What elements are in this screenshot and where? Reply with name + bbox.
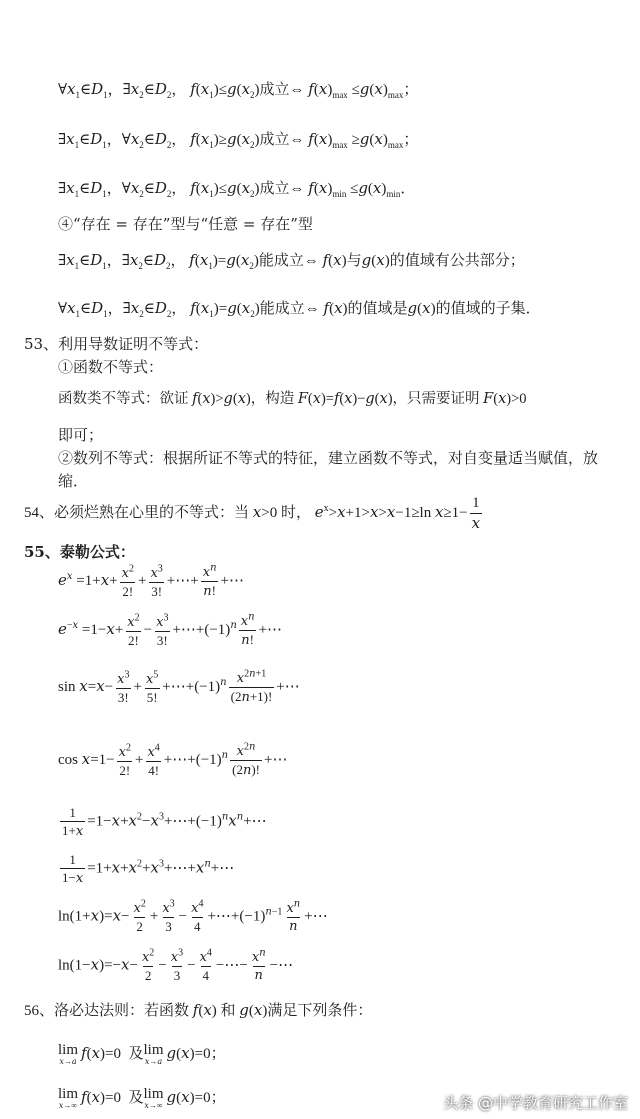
lhopital-condition-inf: lim x→∞ f(x)=0 及 lim x→∞ g(x)=0； [58, 1086, 226, 1111]
taylor-geometric-minus: $\frac{1}{1-x}$ $=1+x+x^2+x^3+\cdots+x^n+\cdots$ [62, 852, 235, 886]
watermark: 头条 @中学教育研究工作室 [443, 1094, 628, 1112]
taylor-geometric-plus: $\frac{1}{1+x}$ $=1-x+x^2-x^3+\cdots+(-1)^nx^n+\cdots$ [62, 805, 267, 839]
item-function-inequality: ①函数不等式： [58, 358, 164, 376]
rule-line-1: $\forall x_1\in D_1$，$\exists x_2\in D_2$， $f(x_1)\le g(x_2)$成立⇔ $f(x)_{max} \le g(x)_{max}$； [58, 80, 419, 100]
rule-line-2: $\exists x_1\in D_1$，$\forall x_2\in D_2$， $f(x_1)\ge g(x_2)$成立⇔ $f(x)_{max} \ge g(x)_{max}$； [58, 130, 419, 150]
section-56-title: 56、洛必达法则：若函数 f(x) 和 g(x)满足下列条件： [24, 1001, 373, 1019]
subheading-exist-exist: ④“存在 = 存在”型与“任意 = 存在”型 [58, 215, 313, 233]
taylor-exp-neg: $e^{-x} =1-x+$ $\frac{x^2}{2!}$ − $\frac{x^3}{3!}$ $+\cdots+(-1)^n$ $\frac{x^n}{n!}$ +⋯ [58, 611, 283, 648]
section-53-title: 53、利用导数证明不等式： [24, 335, 209, 353]
rule-line-5: $\exists x_1\in D_1$，$\exists x_2\in D_2$， $f(x_1)=g(x_2)$能成立⇔ f(x)与g(x)的值域有公共部分； [58, 251, 525, 271]
taylor-ln-plus: ln(1+x)=x− $\frac{x^2}{2}$ + $\frac{x^3}{3}$ − $\frac{x^4}{4}$ $+\cdots+(-1)^{n-1}$ $\frac{x^n}{n}$ +⋯ [58, 898, 328, 934]
sequence-inequality-tail: 缩． [58, 472, 89, 490]
section-55-title: 55、泰勒公式： [24, 543, 135, 561]
taylor-exp: $e^x =1+x+$ $\frac{x^2}{2!}$ + $\frac{x^3}{3!}$ +⋯+ $\frac{x^n}{n!}$ +⋯ [58, 562, 244, 599]
function-inequality-tail: 即可； [58, 426, 104, 444]
taylor-ln-minus: ln(1−x)=−x− $\frac{x^2}{2}$ − $\frac{x^3}{3}$ − $\frac{x^4}{4}$ −⋯− $\frac{x^n}{n}$ −⋯ [58, 947, 294, 983]
lhopital-condition-a: lim x→a f(x)=0 及 lim x→a g(x)=0； [58, 1042, 226, 1067]
taylor-sin: sin x=x− $\frac{x^3}{3!}$ + $\frac{x^5}{5!}$ $+\cdots+(-1)^n$ $\frac{x^{2n+1}}{(2n+1)!}$ +⋯ [58, 668, 300, 705]
rule-line-3: $\exists x_1\in D_1$，$\forall x_2\in D_2$， $f(x_1)\le g(x_2)$成立⇔ $f(x)_{min} \le g(x)_{min}$． [58, 179, 416, 199]
section-54-inequality: 54、必须烂熟在心里的不等式：当 x>0 时， $e^x>x+1>x>x-1\ge\ln$ x≥1− $\frac{1}{x}$ [24, 495, 481, 532]
taylor-cos: cos x=1− $\frac{x^2}{2!}$ + $\frac{x^4}{4!}$ $+\cdots+(-1)^n$ $\frac{x^{2n}}{(2n)!}$ +⋯ [58, 741, 288, 778]
rule-line-6: $\forall x_1\in D_1$，$\exists x_2\in D_2$， $f(x_1)=g(x_2)$能成立⇔ f(x)的值域是g(x)的值域的子集． [58, 299, 541, 319]
function-inequality-text: 函数类不等式：欲证 f(x)>g(x)，构造 F(x)=f(x)−g(x)，只需要证明 F(x)>0 [58, 391, 527, 407]
sequence-inequality-text: ②数列不等式：根据所证不等式的特征，建立函数不等式，对自变量适当赋值，放 [58, 449, 599, 467]
